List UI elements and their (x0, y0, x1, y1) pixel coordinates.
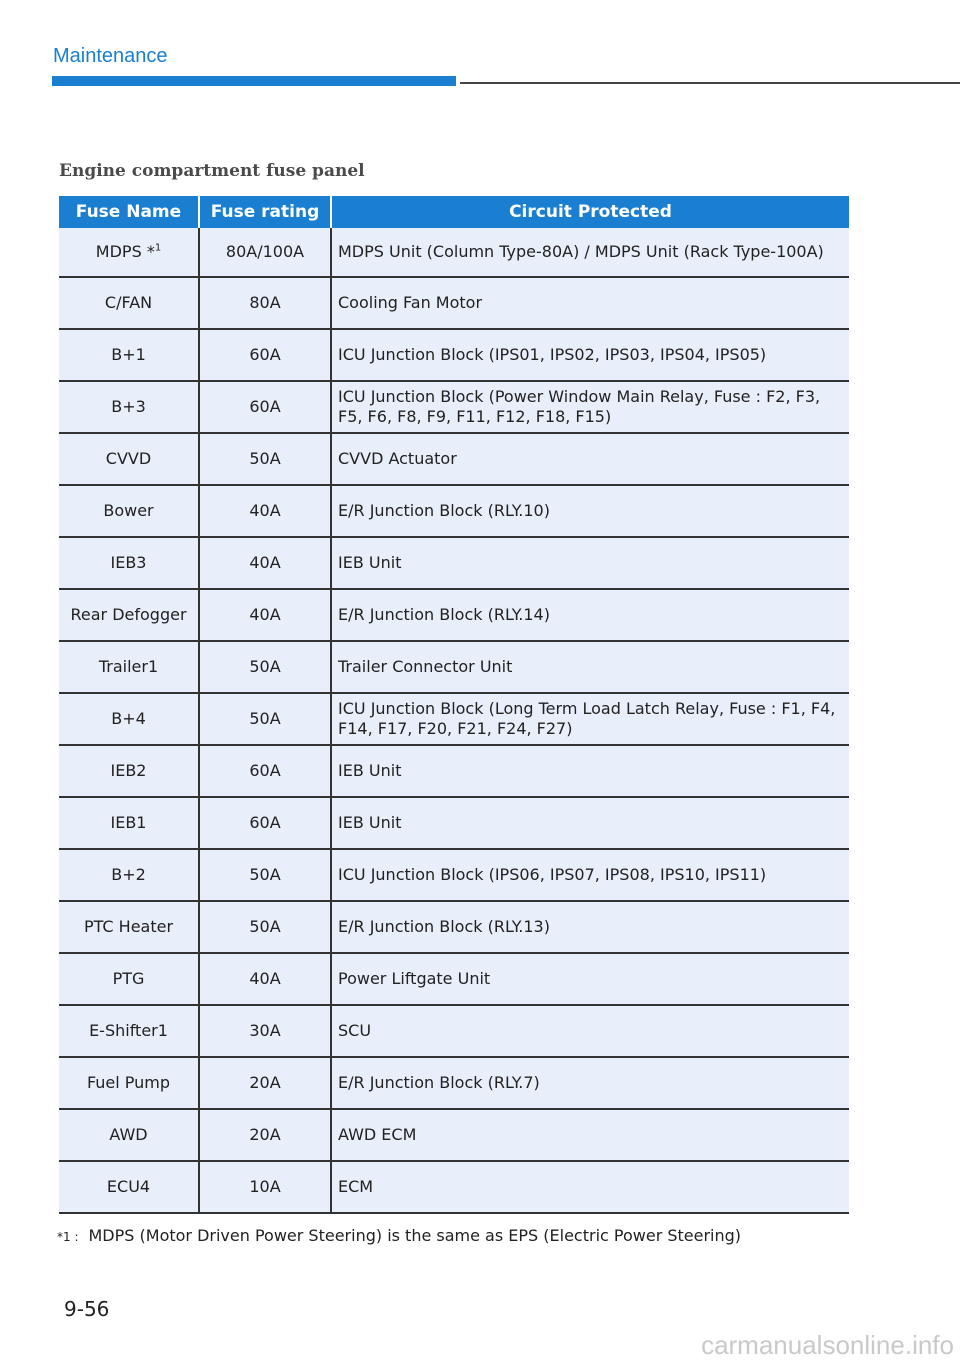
circuit-protected-cell: Trailer Connector Unit (331, 641, 849, 693)
table-row (59, 381, 849, 433)
fuse-rating-cell: 10A (199, 1161, 331, 1213)
circuit-protected-cell: ICU Junction Block (Power Window Main Relay, Fuse : F2, F3, F5, F6, F8, F9, F11, F12, F18, F15) (331, 381, 849, 433)
footnote-text: MDPS (Motor Driven Power Steering) is the same as EPS (Electric Power Steering) (88, 1226, 742, 1245)
circuit-protected-cell: ICU Junction Block (IPS01, IPS02, IPS03, IPS04, IPS05) (331, 329, 849, 381)
circuit-protected-cell: IEB Unit (331, 537, 849, 589)
circuit-protected-cell: MDPS Unit (Column Type-80A) / MDPS Unit (Rack Type-100A) (331, 228, 849, 277)
circuit-protected-cell: AWD ECM (331, 1109, 849, 1161)
fuse-name-cell: C/FAN (59, 277, 199, 329)
page-number: 9-56 (64, 1297, 110, 1321)
table-row (59, 228, 849, 277)
table-row (59, 277, 849, 329)
fuse-rating-cell: 50A (199, 901, 331, 953)
footnote-reference: 1 (154, 242, 162, 254)
fuse-name-cell: Trailer1 (59, 641, 199, 693)
fuse-rating-cell: 60A (199, 745, 331, 797)
fuse-rating-cell: 60A (199, 381, 331, 433)
watermark: carmanualsonline.info (701, 1330, 954, 1360)
table-row (59, 745, 849, 797)
fuse-name-cell: Fuel Pump (59, 1057, 199, 1109)
circuit-protected-cell: IEB Unit (331, 745, 849, 797)
fuse-name-cell: Bower (59, 485, 199, 537)
fuse-name-cell: IEB2 (59, 745, 199, 797)
fuse-rating-cell: 80A/100A (199, 228, 331, 277)
fuse-rating-cell: 50A (199, 433, 331, 485)
fuse-name-cell: E-Shifter1 (59, 1005, 199, 1057)
table-row (59, 1161, 849, 1213)
circuit-protected-cell: CVVD Actuator (331, 433, 849, 485)
column-header-fuse-name: Fuse Name (59, 196, 199, 228)
table-row (59, 485, 849, 537)
fuse-name-cell: Rear Defogger (59, 589, 199, 641)
fuse-rating-cell: 40A (199, 953, 331, 1005)
table-header-row (59, 196, 849, 228)
table-row (59, 1057, 849, 1109)
table-row (59, 797, 849, 849)
fuse-rating-cell: 80A (199, 277, 331, 329)
fuse-rating-cell: 50A (199, 849, 331, 901)
circuit-protected-cell: E/R Junction Block (RLY.13) (331, 901, 849, 953)
circuit-protected-cell: Power Liftgate Unit (331, 953, 849, 1005)
fuse-name-cell: IEB1 (59, 797, 199, 849)
header-accent-bar (52, 76, 456, 86)
page-title: Engine compartment fuse panel (59, 161, 365, 181)
circuit-protected-cell: SCU (331, 1005, 849, 1057)
table-row (59, 641, 849, 693)
section-header-title: Maintenance (53, 45, 168, 67)
circuit-protected-cell: E/R Junction Block (RLY.14) (331, 589, 849, 641)
table-row (59, 537, 849, 589)
fuse-name-cell: B+2 (59, 849, 199, 901)
circuit-protected-cell: IEB Unit (331, 797, 849, 849)
fuse-rating-cell: 50A (199, 641, 331, 693)
circuit-protected-cell: E/R Junction Block (RLY.10) (331, 485, 849, 537)
circuit-protected-cell: ECM (331, 1161, 849, 1213)
table-row (59, 329, 849, 381)
table-row (59, 693, 849, 745)
fuse-name-cell: MDPS *$^1$ (59, 228, 199, 277)
fuse-name-cell: CVVD (59, 433, 199, 485)
column-header-circuit-protected: Circuit Protected (331, 196, 849, 228)
fuse-rating-cell: 20A (199, 1109, 331, 1161)
table-row (59, 433, 849, 485)
circuit-protected-cell: Cooling Fan Motor (331, 277, 849, 329)
fuse-rating-cell: 40A (199, 589, 331, 641)
header-divider-line (460, 82, 960, 84)
table-row (59, 849, 849, 901)
fuse-name-cell: B+1 (59, 329, 199, 381)
fuse-name-cell: B+3 (59, 381, 199, 433)
fuse-name-cell: IEB3 (59, 537, 199, 589)
fuse-name-cell: PTC Heater (59, 901, 199, 953)
table-row (59, 589, 849, 641)
fuse-name-cell: PTG (59, 953, 199, 1005)
fuse-name-cell: ECU4 (59, 1161, 199, 1213)
fuse-rating-cell: 50A (199, 693, 331, 745)
circuit-protected-cell: E/R Junction Block (RLY.7) (331, 1057, 849, 1109)
table-row (59, 1005, 849, 1057)
column-header-fuse-rating: Fuse rating (199, 196, 331, 228)
fuse-name-cell: AWD (59, 1109, 199, 1161)
table-row (59, 1109, 849, 1161)
footnote (57, 1226, 741, 1245)
fuse-rating-cell: 20A (199, 1057, 331, 1109)
table-row (59, 901, 849, 953)
fuse-rating-cell: 30A (199, 1005, 331, 1057)
fuse-table (59, 196, 849, 1214)
circuit-protected-cell: ICU Junction Block (Long Term Load Latch Relay, Fuse : F1, F4, F14, F17, F20, F21, F24, F27) (331, 693, 849, 745)
table-row (59, 953, 849, 1005)
fuse-rating-cell: 60A (199, 329, 331, 381)
fuse-rating-cell: 60A (199, 797, 331, 849)
fuse-rating-cell: 40A (199, 537, 331, 589)
fuse-rating-cell: 40A (199, 485, 331, 537)
circuit-protected-cell: ICU Junction Block (IPS06, IPS07, IPS08, IPS10, IPS11) (331, 849, 849, 901)
fuse-name-cell: B+4 (59, 693, 199, 745)
footnote-marker: *1 : (57, 1230, 79, 1244)
